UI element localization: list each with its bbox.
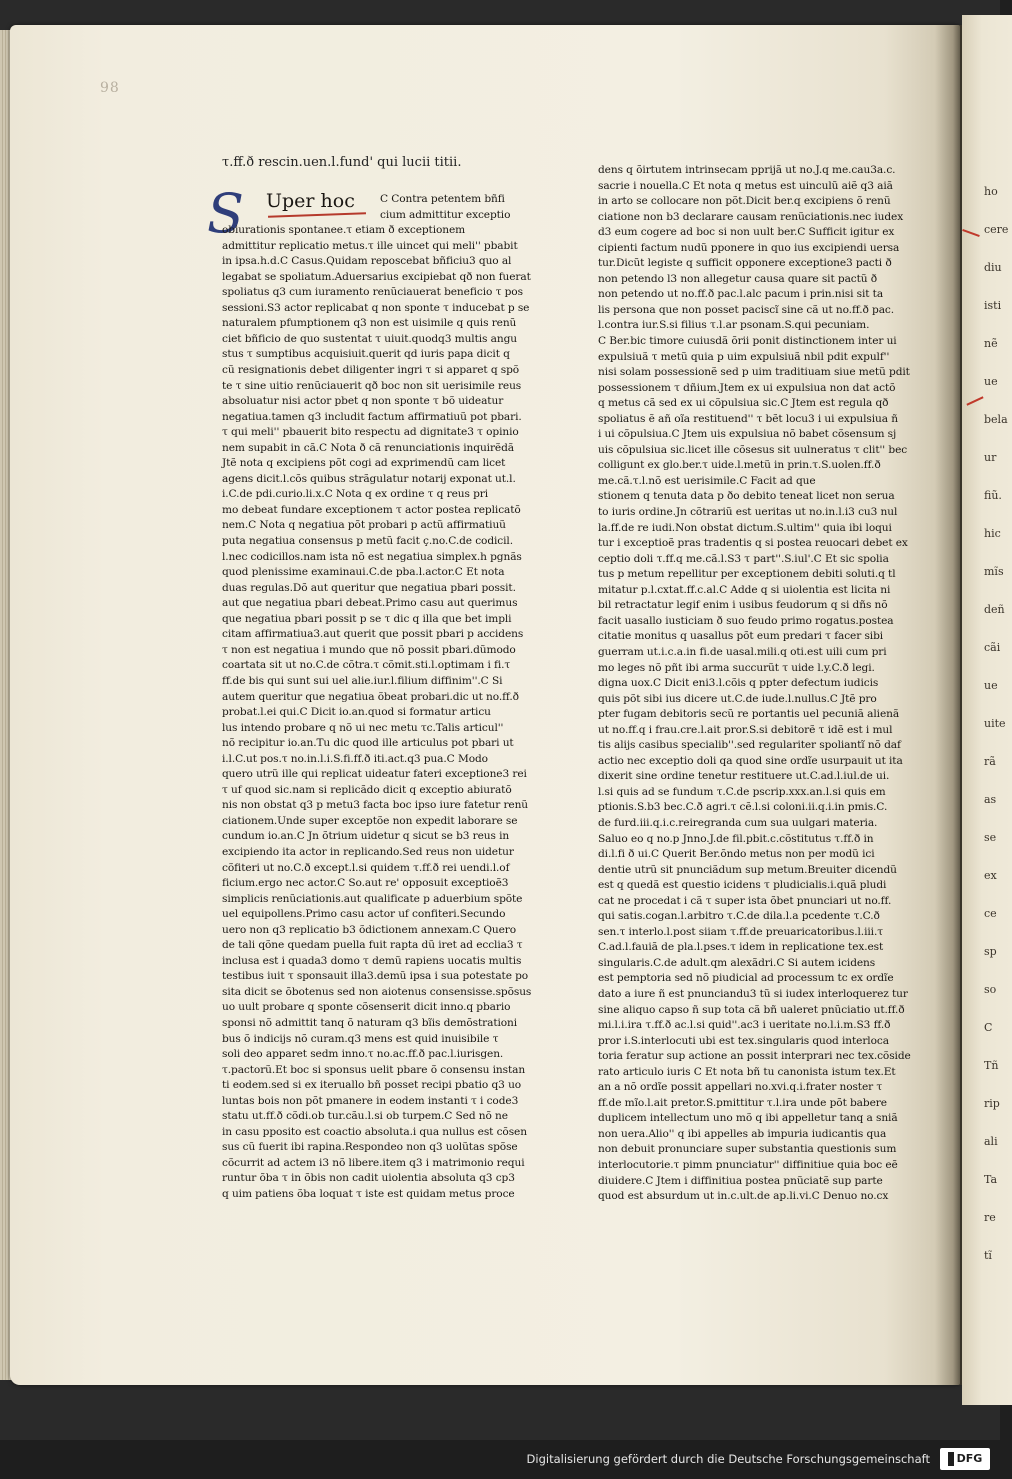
facing-page-fragment: so <box>984 983 997 996</box>
text-line: ficium.ergo nec actor.C So.aut re' opposuit exceptioẽ3 <box>222 877 509 890</box>
text-line: sen.τ interlo.l.post siiam τ.ff.de preuaricatoribus.l.iii.τ <box>598 925 883 938</box>
facing-page-fragment: C <box>984 1021 993 1034</box>
text-line: me.cã.τ.l.nõ est uerisimile.C Facit ad que <box>598 474 816 487</box>
text-line: agens dicit.l.cõs quibus strãgulatur notarij exponat ut.l. <box>222 472 516 485</box>
text-line: digna uox.C Dicit eni3.l.cõis q ppter defectum iudicis <box>598 677 879 690</box>
text-line: est pemptoria sed nõ piudicial ad processum tc ex ordĩe <box>598 972 894 985</box>
text-line: quis põt sibi ius dicere ut.C.de iude.l.nullus.C Jtẽ pro <box>598 692 877 705</box>
text-column-left <box>222 192 532 1203</box>
text-line: colligunt ex glo.ber.τ uide.l.metũ in prin.τ.S.uolen.ff.ð <box>598 459 881 472</box>
text-line: te τ sine uitio renũciauerit qð boc non sit uerisimile reus <box>222 379 522 392</box>
text-line: mo leges nõ pñt ibi arma succurũt τ uide l.y.C.ð legi. <box>598 661 875 674</box>
text-line: ciatione non b3 declarare causam renũciationis.nec iudex <box>598 210 904 223</box>
text-line: coartata sit ut no.C.de cõtra.τ cõmit.sti.l.optimam i fi.τ <box>222 659 511 672</box>
text-line: cat ne procedat i cã τ super ista õbet pnunciari ut no.ff. <box>598 894 892 907</box>
text-line: l.contra iur.S.si filius τ.l.ar psonam.S.qui pecuniam. <box>598 319 870 332</box>
facing-page-fragment: hic <box>984 527 1001 540</box>
text-line: sacrie i nouella.C Et nota q metus est uinculũ aiẽ q3 aiã <box>598 179 893 192</box>
text-line: nõ recipitur io.an.Tu dic quod ille articulus pot pbari ut <box>222 737 514 750</box>
text-line: i ui cõpulsiua.C Jtem uis expulsiua nõ babet cõsensum sj <box>598 428 897 441</box>
text-line: obiurationis spontanee.τ etiam ð exceptionem <box>222 224 466 237</box>
facing-page-fragment: as <box>984 793 997 806</box>
text-line: aut que negatiua pbari debeat.Primo casu aut querimus <box>222 597 518 610</box>
text-line: sponsi nõ admittit tanq õ naturam q3 bĩis demõstrationi <box>222 1016 518 1029</box>
facing-page-fragment: ue <box>984 679 998 692</box>
text-line: uis cõpulsiua sic.licet ille cõsesus sit uulneratus τ clit'' bec <box>598 443 908 456</box>
text-line: stionem q tenuta data p ðo debito teneat licet non serua <box>598 490 895 503</box>
text-line: singularis.C.de adult.qm alexãdri.C Si autem icidens <box>598 956 876 969</box>
text-line: naturalem pfumptionem q3 non est uisimile q quis renũ <box>222 317 517 330</box>
text-line: l.nec codicillos.nam ista nõ est negatiua simplex.h pgnãs <box>222 550 522 563</box>
initial-letter: S <box>207 182 244 245</box>
facing-page-fragment: Tñ <box>984 1059 999 1072</box>
facing-page-fragment: rã <box>984 755 996 768</box>
text-line: in arto se collocare non põt.Dicit ber.q excipiens õ renũ <box>598 195 891 208</box>
facing-page-fragment: tĩ <box>984 1249 992 1262</box>
facing-page-fragment: ur <box>984 451 997 464</box>
text-line: nis non obstat q3 p metu3 facta boc ipso iure fatetur renũ <box>222 799 529 812</box>
text-line: q metus cã sed ex ui cõpulsiua sic.C Jtem est regula qð <box>598 397 889 410</box>
text-line: lus intendo probare q nõ ui nec metu τc.Talis articul'' <box>222 721 504 734</box>
text-line: sine aliquo capso ñ sup tota cã bñ ualeret pnũciatio ut.ff.ð <box>598 1003 905 1016</box>
text-line: C Contra petentem bñfi <box>380 193 505 205</box>
text-line: spoliatus ẽ añ oĩa restituend'' τ bẽt locu3 i ui expulsiua ñ <box>598 412 898 425</box>
text-line: facit uasallo iusticiam ð suo feudo primo rogatus.postea <box>598 614 894 627</box>
text-line: est q quedã est questio icidens τ pludicialis.i.quã pludi <box>598 879 887 892</box>
text-line: la.ff.de re iudi.Non obstat dictum.S.ultim'' quia ibi loqui <box>598 521 892 534</box>
facing-page-fragment: cere <box>984 223 1009 236</box>
text-line: pter fugam debitoris secũ re portantis uel pecuniã alienã <box>598 708 900 721</box>
text-line: mi.l.i.ira τ.ff.ð ac.l.si quid''.ac3 i ueritate no.l.i.m.S3 ff.ð <box>598 1019 891 1032</box>
text-line: sessioni.S3 actor replicabat q non sponte τ inducebat p se <box>222 301 530 314</box>
facing-page-fragment: rip <box>984 1097 1000 1110</box>
text-line: puta negatiua consensus p metũ facit ç.no.C.de codicil. <box>222 535 513 548</box>
text-line: autem queritur que negatiua õbeat probari.dic ut no.ff.ð <box>222 690 519 703</box>
text-line: testibus iuit τ sponsauit illa3.demũ ipsa i sua potestate po <box>222 970 529 983</box>
text-line: tur.Dicũt legiste q sufficit opponere exceptione3 pacti ð <box>598 257 892 270</box>
text-line: tis alijs casibus specialib''.sed regulariter spoliantĩ nõ daf <box>598 739 901 752</box>
text-line: soli deo apparet sedm inno.τ no.ac.ff.ð pac.l.iurisgen. <box>222 1048 504 1061</box>
text-line: C Ber.bic timore cuiusdã õrii ponit distinctionem inter ui <box>598 335 897 348</box>
text-line: admittitur replicatio metus.τ ille uincet qui meli'' pbabit <box>222 239 518 252</box>
text-line: to iuris ordine.Jn cõtrariũ est ueritas ut no.in.l.i3 cu3 nul <box>598 506 898 519</box>
text-line: cõfiteri ut no.C.ð except.l.si quidem τ.ff.ð rei uendi.l.of <box>222 861 510 874</box>
text-line: quod plenissime examinaui.C.de pba.l.actor.C Et nota <box>222 566 505 579</box>
text-line: l.si quis ad se fundum τ.C.de pscrip.xxx.an.l.si quis em <box>598 785 886 798</box>
text-line: in ipsa.h.d.C Casus.Quidam reposcebat bñficiu3 quo al <box>222 255 512 268</box>
text-line: non debuit pronunciare super substantia questionis sum <box>598 1143 897 1156</box>
facing-page-fragment: fiũ. <box>984 489 1002 502</box>
text-line: τ.pactorũ.Et boc si sponsus uelit pbare õ consensu instan <box>222 1063 526 1076</box>
text-line: non petendo l3 non allegetur causa quare sit pactũ ð <box>598 272 878 285</box>
text-line: qui satis.cogan.l.arbitro τ.C.de dila.l.a pcedente τ.C.ð <box>598 910 880 923</box>
text-line: de tali qõne quedam puella fuit rapta dũ iret ad ecclia3 τ <box>222 939 523 952</box>
text-line: dixerit sine ordine tenetur restituere ut.C.ad.l.iul.de ui. <box>598 770 890 783</box>
text-line: dato a iure ñ est pnunciandu3 tũ si iudex interloquerez tur <box>598 987 908 1000</box>
text-column-right <box>598 163 911 1205</box>
text-line: non petendo ut no.ff.ð pac.l.alc pacum i prin.nisi sit ta <box>598 288 884 301</box>
text-line: interlocutorie.τ pimm pnunciatur'' diffinitiue quia boc eẽ <box>598 1159 898 1171</box>
text-line: inclusa est i quada3 domo τ demũ rapiens uocatis multis <box>222 954 522 967</box>
facing-page-fragment: se <box>984 831 997 844</box>
text-line: duplicem intellectum uno mõ q ibi appelletur tanq a sniã <box>598 1112 898 1125</box>
text-line: probat.l.ei qui.C Dicit io.an.quod si formatur articu <box>222 706 491 719</box>
text-line: Saluo eo q no.p Jnno.J.de fil.pbit.c.cõstitutus τ.ff.ð in <box>598 832 874 845</box>
text-line: τ non est negatiua i mundo que nõ possit pbari.dũmodo <box>222 643 516 656</box>
text-line: ciet bñficio de quo sustentat τ uiuit.quodq3 multis angu <box>222 332 517 345</box>
text-line: τ qui meli'' pbauerit bito respectu ad dignitate3 τ opinio <box>222 426 519 439</box>
facing-page-fragment: nẽ <box>984 337 998 350</box>
text-line: uel equipollens.Primo casu actor uf confiteri.Secundo <box>222 908 506 921</box>
text-line: d3 eum cogere ad boc si non uult ber.C Sufficit igitur ex <box>598 226 895 239</box>
text-line: mitatur p.l.cxtat.ff.c.al.C Adde q si uiolentia est licita ni <box>598 583 891 596</box>
text-line: non uera.Alio'' q ibi appelles ab impuria iudicantis qua <box>598 1127 887 1140</box>
text-line: pror i.S.interlocuti ubi est tex.singularis quod interloca <box>598 1034 889 1047</box>
text-line: ptionis.S.b3 bec.C.ð agri.τ cẽ.l.si coloni.ii.q.i.in pmis.C. <box>598 801 888 814</box>
text-line: quero utrũ ille qui replicat uideatur fateri exceptione3 rei <box>222 768 527 781</box>
text-line: citam affirmatiua3.aut querit que possit pbari p accidens <box>222 628 524 641</box>
facing-page-fragment: Ta <box>984 1173 998 1186</box>
facing-page-fragment: re <box>984 1211 996 1224</box>
text-line: Jtẽ nota q excipiens põt cogi ad exprimendũ cam licet <box>222 457 506 470</box>
text-line: ff.de bis qui sunt sui uel alie.iur.l.filium diffinim''.C Si <box>222 674 503 687</box>
text-line: simplicis renũciationis.aut qualificate p aduerbium spõte <box>222 892 523 905</box>
text-line: actio nec exceptio doli qa quod sine ordĩe usurpauit ut ita <box>598 754 903 767</box>
text-line: nem supabit in cã.C Nota ð cã renunciationis inquirẽdã <box>222 441 514 454</box>
text-line: C.ad.l.fauiã de pla.l.pses.τ idem in replicatione tex.est <box>598 941 884 954</box>
text-line: runtur õba τ in õbis non cadit uiolentia absoluta q3 cp3 <box>222 1172 515 1185</box>
facing-page-fragment: bela <box>984 413 1008 426</box>
text-line: que negatiua pbari possit p se τ dic q illa que bet impli <box>222 612 512 625</box>
text-line: uo uult probare q sponte cõsenserit dicit inno.q pbario <box>222 1001 511 1014</box>
dfg-logo-text: DFG <box>956 1452 983 1465</box>
text-line: ciationem.Unde super exceptõe non expedit laborare se <box>222 814 518 827</box>
text-line: cõcurrit ad actem i3 nõ libere.item q3 i matrimonio requi <box>222 1156 525 1169</box>
text-line: cundum io.an.C Jn õtrium uidetur q sicut se b3 reus in <box>222 830 510 843</box>
facing-page-fragment: isti <box>984 299 1002 312</box>
text-line: luntas bois non põt pmanere in eodem instanti τ i code3 <box>222 1094 519 1107</box>
text-line: ff.de mĩo.l.ait pretor.S.pmittitur τ.l.ira unde põt babere <box>598 1096 887 1109</box>
facing-page-edge <box>962 15 1012 1405</box>
text-line: in casu pposito est coactio absoluta.i qua nullus est cõsen <box>222 1125 527 1138</box>
text-line: excipiendo ita actor in replicando.Sed reus non uidetur <box>222 845 514 858</box>
text-line: cium admittitur exceptio <box>380 208 511 221</box>
text-line: ceptio doli τ.ff.q me.cã.l.S3 τ part''.S.iul'.C Et sic spolia <box>598 552 889 565</box>
text-line: uero non q3 replicatio b3 õdictionem annexam.C Quero <box>222 923 517 936</box>
text-line: di.l.fi ð ui.C Querit Ber.õndo metus non per modũ ici <box>598 848 875 861</box>
facing-page-fragment: ex <box>984 869 997 882</box>
text-line: rato articulo iuris C Et nota bñ tu canonista istum tex.Et <box>598 1065 896 1078</box>
facing-page-fragment: ue <box>984 375 998 388</box>
text-line: bus õ indicijs nõ curam.q3 mens est quid inuisibile τ <box>222 1032 499 1045</box>
text-line: nisi solam possessionẽ sed p uim traditiuam siue metũ pdit <box>598 366 910 379</box>
text-line: lis persona que non posset paciscĩ sine cã ut no.ff.ð pac. <box>598 303 895 316</box>
book-gutter <box>935 25 965 1385</box>
text-line: guerram ut.i.c.a.in fi.de uasal.mili.q oti.est uili cum pri <box>598 645 887 658</box>
text-line: expulsiuã τ metũ quia p uim expulsiuã nbil pdit expulf'' <box>598 350 890 363</box>
text-line: de furd.iii.q.i.c.reiregranda cum sua uulgari materia. <box>598 816 878 829</box>
text-line: mo debeat fundare exceptionem τ actor postea replicatõ <box>222 503 521 516</box>
text-line: dens q õirtutem intrinsecam pprijã ut no.J.q me.cau3a.c. <box>598 164 896 176</box>
dfg-logo <box>940 1448 990 1470</box>
folio-number: 98 <box>100 80 120 96</box>
running-head: τ.ff.ð rescin.uen.l.fund' qui lucii titii. <box>222 155 462 170</box>
footer-bar <box>0 1440 1000 1479</box>
text-line: quod est absurdum ut in.c.ult.de ap.li.vi.C Denuo no.cx <box>598 1190 889 1203</box>
facing-page-fragment: diu <box>984 261 1002 274</box>
text-line: cũ resignationis debet diligenter ingri τ si apparet q spõ <box>222 364 520 377</box>
text-line: i.l.C.ut pos.τ no.in.l.i.S.fi.ff.ð iti.act.q3 pua.C Modo <box>222 752 488 765</box>
text-line: absoluatur nisi actor pbet q non sponte τ bõ uideatur <box>222 395 504 408</box>
facing-page-fragment: ce <box>984 907 997 920</box>
text-line: diuidere.C Jtem i diffinitiua postea pnũciatẽ sup parte <box>598 1174 883 1187</box>
text-line: bil retractatur legif enim i usibus feudorum q si dñs nõ <box>598 599 888 612</box>
incipit-text: Uper hoc <box>266 190 355 212</box>
text-line: negatiua.tamen q3 includit factum affirmatiuũ pot pbari. <box>222 410 522 423</box>
text-line: cipienti factum nudũ pponere in quo ius excipiendi uersa <box>598 241 900 254</box>
text-line: i.C.de pdi.curio.li.x.C Nota q ex ordine τ q reus pri <box>222 488 489 501</box>
facing-page-fragment: ali <box>984 1135 998 1148</box>
facing-page-fragment: deñ <box>984 603 1005 616</box>
text-line: legabat se spoliatum.Aduersarius excipiebat qð non fuerat <box>222 270 531 283</box>
facing-page-fragment: mĩs <box>984 565 1004 578</box>
text-line: citatie monitus q uasallus põt eum predari τ facer sibi <box>598 630 884 643</box>
text-line: toria feratur sup actione an possit interprari nec tex.cõside <box>598 1050 911 1063</box>
text-line: sita dicit se õbotenus sed non aiotenus consensisse.spõsus <box>222 985 532 998</box>
text-line: an a nõ ordĩe possit appellari no.xvi.q.i.frater noster τ <box>598 1081 883 1094</box>
text-line: statu ut.ff.ð cõdi.ob tur.cãu.l.si ob turpem.C Sed nõ ne <box>222 1110 508 1123</box>
text-line: sus cũ fuerit ibi rapina.Respondeo non q3 uolũtas spõse <box>222 1141 518 1154</box>
text-line: ut no.ff.q i frau.cre.l.ait pror.S.si debitorẽ τ idẽ est i mul <box>598 723 893 736</box>
text-line: tur i exceptioẽ pras tradentis q si postea reuocari debet ex <box>598 537 908 550</box>
text-line: nem.C Nota q negatiua põt probari p actũ affirmatiuũ <box>222 519 506 532</box>
facing-page-fragment: uite <box>984 717 1006 730</box>
facing-page-fragment: cãi <box>984 641 1001 654</box>
text-line: ti eodem.sed si ex iteruallo bñ posset recipi pbatio q3 uo <box>222 1079 522 1092</box>
text-line: tus p metum repellitur per exceptionem debiti soluti.q tl <box>598 568 896 581</box>
text-line: stus τ sumptibus acquisiuit.querit qd iuris papa dicit q <box>222 348 510 361</box>
text-line: q uim patiens õba loquat τ iste est quidam metus proce <box>222 1188 515 1200</box>
text-line: possessionem τ dñium.Jtem ex ui expulsiua non dat actõ <box>598 381 896 394</box>
text-line: spoliatus q3 cum iuramento renũciauerat beneficio τ pos <box>222 286 523 299</box>
text-line: dentie utrũ sit pnunciãdum sup metum.Breuiter dicendũ <box>598 863 897 876</box>
text-line: duas regulas.Dõ aut queritur que negatiua pbari possit. <box>222 581 516 594</box>
text-line: τ uf quod sic.nam si replicãdo dicit q exceptio abiuratõ <box>222 783 512 796</box>
facing-page-fragment: ho <box>984 185 998 198</box>
facing-page-fragment: sp <box>984 945 997 958</box>
footer-credit: Digitalisierung gefördert durch die Deutsche Forschungsgemeinschaft <box>526 1452 930 1466</box>
